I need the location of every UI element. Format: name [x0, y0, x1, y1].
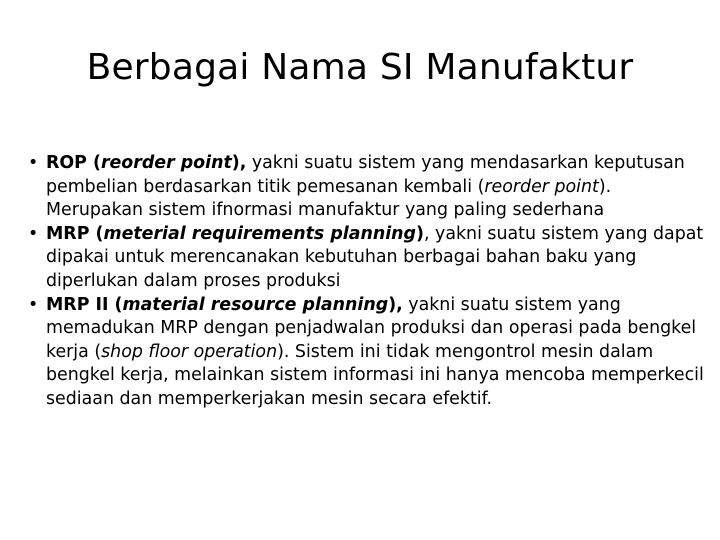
term-prefix: MRP (	[46, 223, 104, 244]
term-expansion: reorder point	[100, 153, 232, 173]
bullet-item-mrp	[28, 223, 704, 294]
term-suffix: ),	[388, 294, 403, 315]
description-text: ). Sistem ini tidak mengontrol mesin dalam bengkel kerja, melainkan sistem informasi ini hanya mencoba memperkecil sediaan dan memperkerjakan mesin secara efektif.	[46, 341, 704, 409]
bullet-list	[28, 152, 704, 412]
term-mrp-ii	[46, 295, 403, 315]
term-expansion: material resource planning	[122, 294, 389, 315]
term-rop	[46, 153, 246, 173]
italic-term: shop floor operation	[101, 341, 278, 362]
description-text: ). Merupakan sistem ifnormasi manufaktur yang paling sederhana	[46, 176, 612, 221]
bullet-dot-icon: •	[28, 294, 39, 315]
term-suffix: ),	[231, 153, 247, 173]
bullet-item-rop	[28, 152, 704, 223]
term-prefix: MRP II (	[46, 294, 123, 315]
description-text: yakni suatu sistem yang memadukan MRP dengan penjadwalan produksi dan operasi pada bengkel kerja (	[46, 294, 697, 362]
bullet-dot-icon: •	[28, 223, 39, 244]
term-mrp	[46, 224, 424, 244]
italic-term: reorder point	[484, 176, 599, 197]
term-expansion: meterial requirements planning	[103, 223, 417, 244]
bullet-item-mrp-ii	[28, 294, 704, 412]
description-text: yakni suatu sistem yang mendasarkan keputusan pembelian berdasarkan titik pemesanan kembali (	[46, 153, 685, 197]
term-suffix: )	[416, 223, 424, 244]
slide-title: Berbagai Nama SI Manufaktur	[86, 47, 634, 88]
description-text: , yakni suatu sistem yang dapat dipakai untuk merencanakan kebutuhan berbagai bahan baku yang diperlukan dalam proses produksi	[46, 223, 704, 291]
bullet-dot-icon: •	[28, 153, 39, 173]
term-prefix: ROP (	[46, 153, 101, 173]
